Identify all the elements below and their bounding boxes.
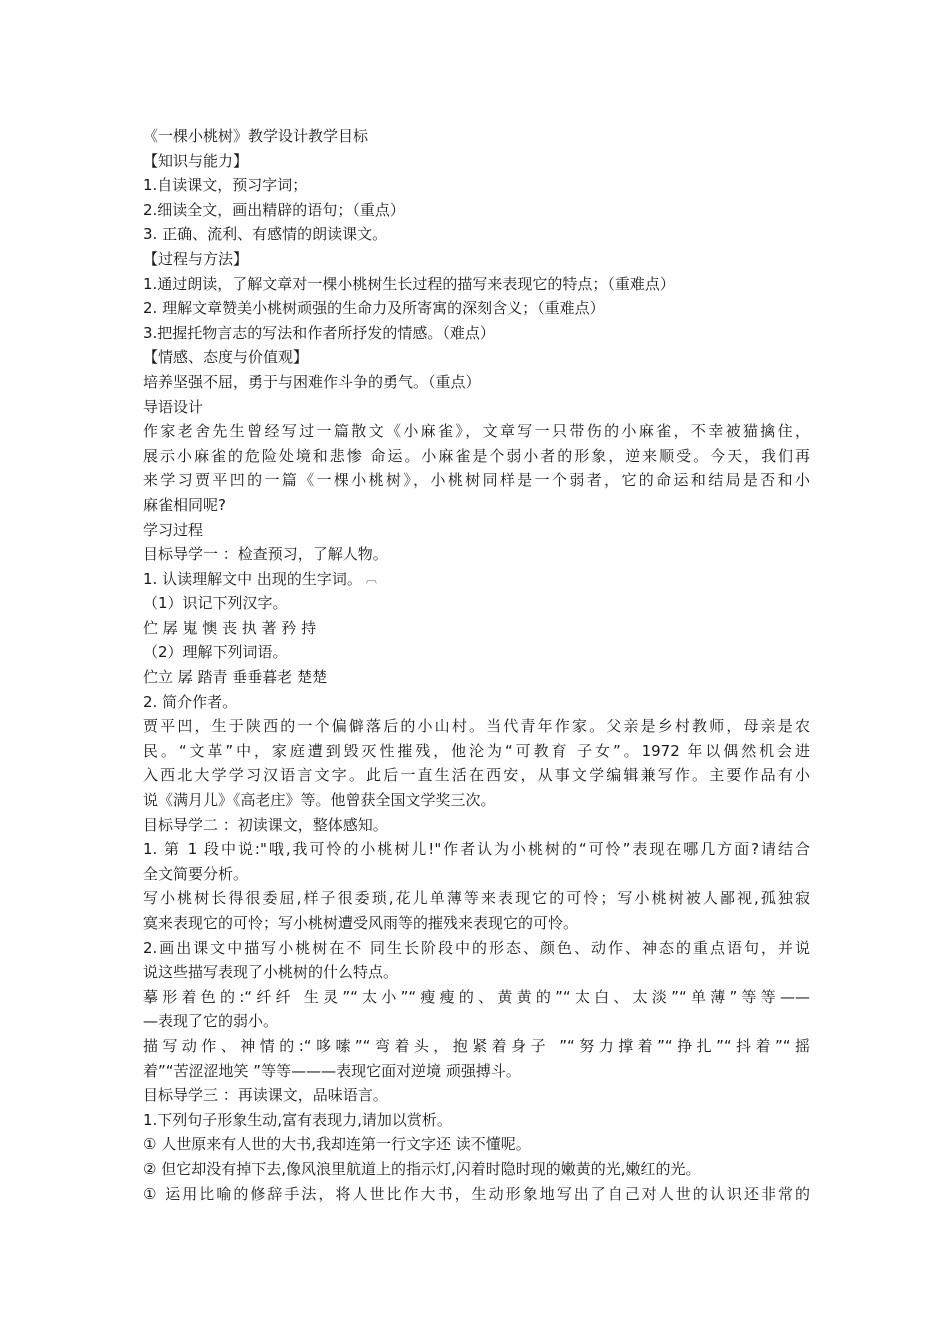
- text-line: [143, 862, 810, 887]
- text-line: [143, 370, 810, 395]
- line-text: 2. 简介作者。: [143, 692, 238, 711]
- line-text: 1. 认读理解文中 出现的生字词。: [143, 569, 362, 588]
- line-text: 来学习贾平凹的一篇《一棵小桃树》，小桃树同样是一个弱者，它的命运和结局是否和小: [143, 471, 810, 490]
- text-line: [143, 665, 810, 690]
- line-text: 3. 正确、流利、有感情的朗读课文。: [143, 225, 388, 244]
- line-text: 摹形着色的:“纤纤 生灵”“太小”“瘦瘦的、黄黄的”“太白、太淡”“单薄”等等——: [143, 987, 810, 1006]
- text-line: [143, 321, 810, 346]
- text-line: [143, 714, 810, 739]
- text-line: [143, 419, 810, 444]
- text-line: [143, 173, 810, 198]
- text-line: [143, 1034, 810, 1059]
- document-page: [143, 124, 810, 1206]
- line-text: 《一棵小桃树》教学设计教学目标: [143, 127, 369, 145]
- line-text: 展示小麻雀的危险处境和悲惨 命运。小麻雀是个弱小者的形象，逆来顺受。今天，我们再: [143, 446, 810, 465]
- text-line: [143, 1083, 810, 1108]
- text-line: [143, 788, 810, 813]
- line-text: 目标导学三 ：再读课文，品味语言。: [143, 1086, 388, 1105]
- line-text: —表现了它的弱小。: [143, 1012, 279, 1031]
- line-text: 伫立 孱 踏青 垂垂暮老 楚楚: [143, 668, 328, 687]
- text-line: [143, 886, 810, 911]
- text-line: [143, 640, 810, 665]
- line-text: 寞来表现它的可怜；写小桃树遭受风雨等的摧残来表现它的可怜。: [143, 914, 579, 932]
- text-line: [143, 813, 810, 838]
- line-text: 1. 第 1 段中说:"哦,我可怜的小桃树儿!"作者认为小桃树的“可怜”表现在哪几方面?请结合: [143, 840, 810, 859]
- text-line: [143, 272, 810, 297]
- text-line: [143, 468, 810, 493]
- text-line: [143, 739, 810, 764]
- annotation-mark: ︹: [365, 571, 377, 585]
- text-line: [143, 198, 810, 223]
- text-line: [143, 837, 810, 862]
- text-line: [143, 1009, 810, 1034]
- line-text: （1）识记下列汉字。: [143, 594, 288, 613]
- text-line: [143, 616, 810, 641]
- text-line: [143, 395, 810, 420]
- line-text: 培养坚强不屈，勇于与困难作斗争的勇气。（重点）: [143, 372, 481, 391]
- line-text: 入西北大学学习汉语言文字。此后一直生活在西安，从事文学编辑兼写作。主要作品有小: [143, 766, 810, 785]
- text-line: [143, 149, 810, 174]
- line-text: 作家老舍先生曾经写过一篇散文《小麻雀》，文章写一只带伤的小麻雀，不幸被猫擒住，: [143, 422, 810, 441]
- line-text: 伫 孱 嵬 懊 丧 执 著 矜 持: [143, 618, 317, 637]
- text-line: [143, 1108, 810, 1133]
- line-text: 【情感、态度与价值观】: [143, 348, 309, 367]
- line-text: ① 人世原来有人世的大书,我却连第一行文字还 读不懂呢。: [143, 1135, 531, 1154]
- text-line: [143, 690, 810, 715]
- line-text: 【知识与能力】: [143, 151, 249, 170]
- text-line: [143, 518, 810, 543]
- line-text: 民。“文革”中，家庭遭到毁灭性摧残，他沦为“可教育 子女”。1972 年以偶然机会进: [143, 741, 810, 760]
- line-text: 1.通过朗读，了解文章对一棵小桃树生长过程的描写来表现它的特点；（重难点）: [143, 274, 675, 293]
- line-text: 全文简要分析。: [143, 864, 249, 883]
- line-text: 学习过程: [143, 520, 204, 539]
- text-line: [143, 345, 810, 370]
- text-line: [143, 247, 810, 272]
- line-text: 描写动作、神情的:“哆嗦”“弯着头，抱紧着身子 ”“努力撑着”“挣扎”“抖着”“摇: [143, 1036, 810, 1055]
- line-text: 写小桃树长得很委屈,样子很委琐,花儿单薄等来表现它的可怜；写小桃树被人鄙视,孤独寂: [143, 889, 810, 908]
- line-text: 目标导学二 ：初读课文，整体感知。: [143, 815, 388, 834]
- line-text: 贾平凹，生于陕西的一个偏僻落后的小山村。当代青年作家。父亲是乡村教师，母亲是农: [143, 717, 810, 736]
- text-line: [143, 542, 810, 567]
- line-text: 目标导学一 ：检查预习，了解人物。: [143, 545, 388, 564]
- line-text: 导语设计: [143, 397, 204, 416]
- text-line: [143, 911, 810, 936]
- line-text: 着”“苦涩涩地笑 ”等等———表现它面对逆境 顽强搏斗。: [143, 1061, 521, 1080]
- line-text: 3.把握托物言志的写法和作者所抒发的情感。（难点）: [143, 323, 495, 342]
- line-text: 2. 理解文章赞美小桃树顽强的生命力及所寄寓的深刻含义；（重难点）: [143, 299, 605, 318]
- line-text: 说这些描写表现了小桃树的什么特点。: [143, 963, 399, 982]
- line-text: 2.画出课文中描写小桃树在不 同生长阶段中的形态、颜色、动作、神态的重点语句，并说: [143, 938, 810, 957]
- text-line: [143, 763, 810, 788]
- text-line: [143, 985, 810, 1010]
- text-line: [143, 960, 810, 985]
- text-line: [143, 567, 810, 592]
- line-text: 【过程与方法】: [143, 249, 249, 268]
- text-line: [143, 124, 810, 149]
- line-text: 1.下列句子形象生动,富有表现力,请加以赏析。: [143, 1110, 452, 1129]
- text-line: [143, 493, 810, 518]
- text-line: [143, 1059, 810, 1084]
- line-text: 说《满月儿》《高老庄》等。他曾获全国文学奖三次。: [143, 791, 496, 810]
- text-line: [143, 936, 810, 961]
- text-line: [143, 1157, 810, 1182]
- text-line: [143, 444, 810, 469]
- line-text: 2.细读全文，画出精辟的语句；（重点）: [143, 200, 405, 219]
- line-text: ① 运用比喻的修辞手法，将人世比作大书，生动形象地写出了自己对人世的认识还非常的: [143, 1184, 810, 1203]
- line-text: （2）理解下列词语。: [143, 643, 288, 662]
- text-line: [143, 591, 810, 616]
- text-line: [143, 1132, 810, 1157]
- line-text: 麻雀相同呢?: [143, 495, 226, 514]
- line-text: 1.自读课文，预习字词；: [143, 176, 308, 195]
- text-line: [143, 296, 810, 321]
- text-line: [143, 222, 810, 247]
- line-text: ② 但它却没有掉下去,像风浪里航道上的指示灯,闪着时隐时现的嫩黄的光,嫩红的光。: [143, 1159, 701, 1178]
- text-line: [143, 1182, 810, 1207]
